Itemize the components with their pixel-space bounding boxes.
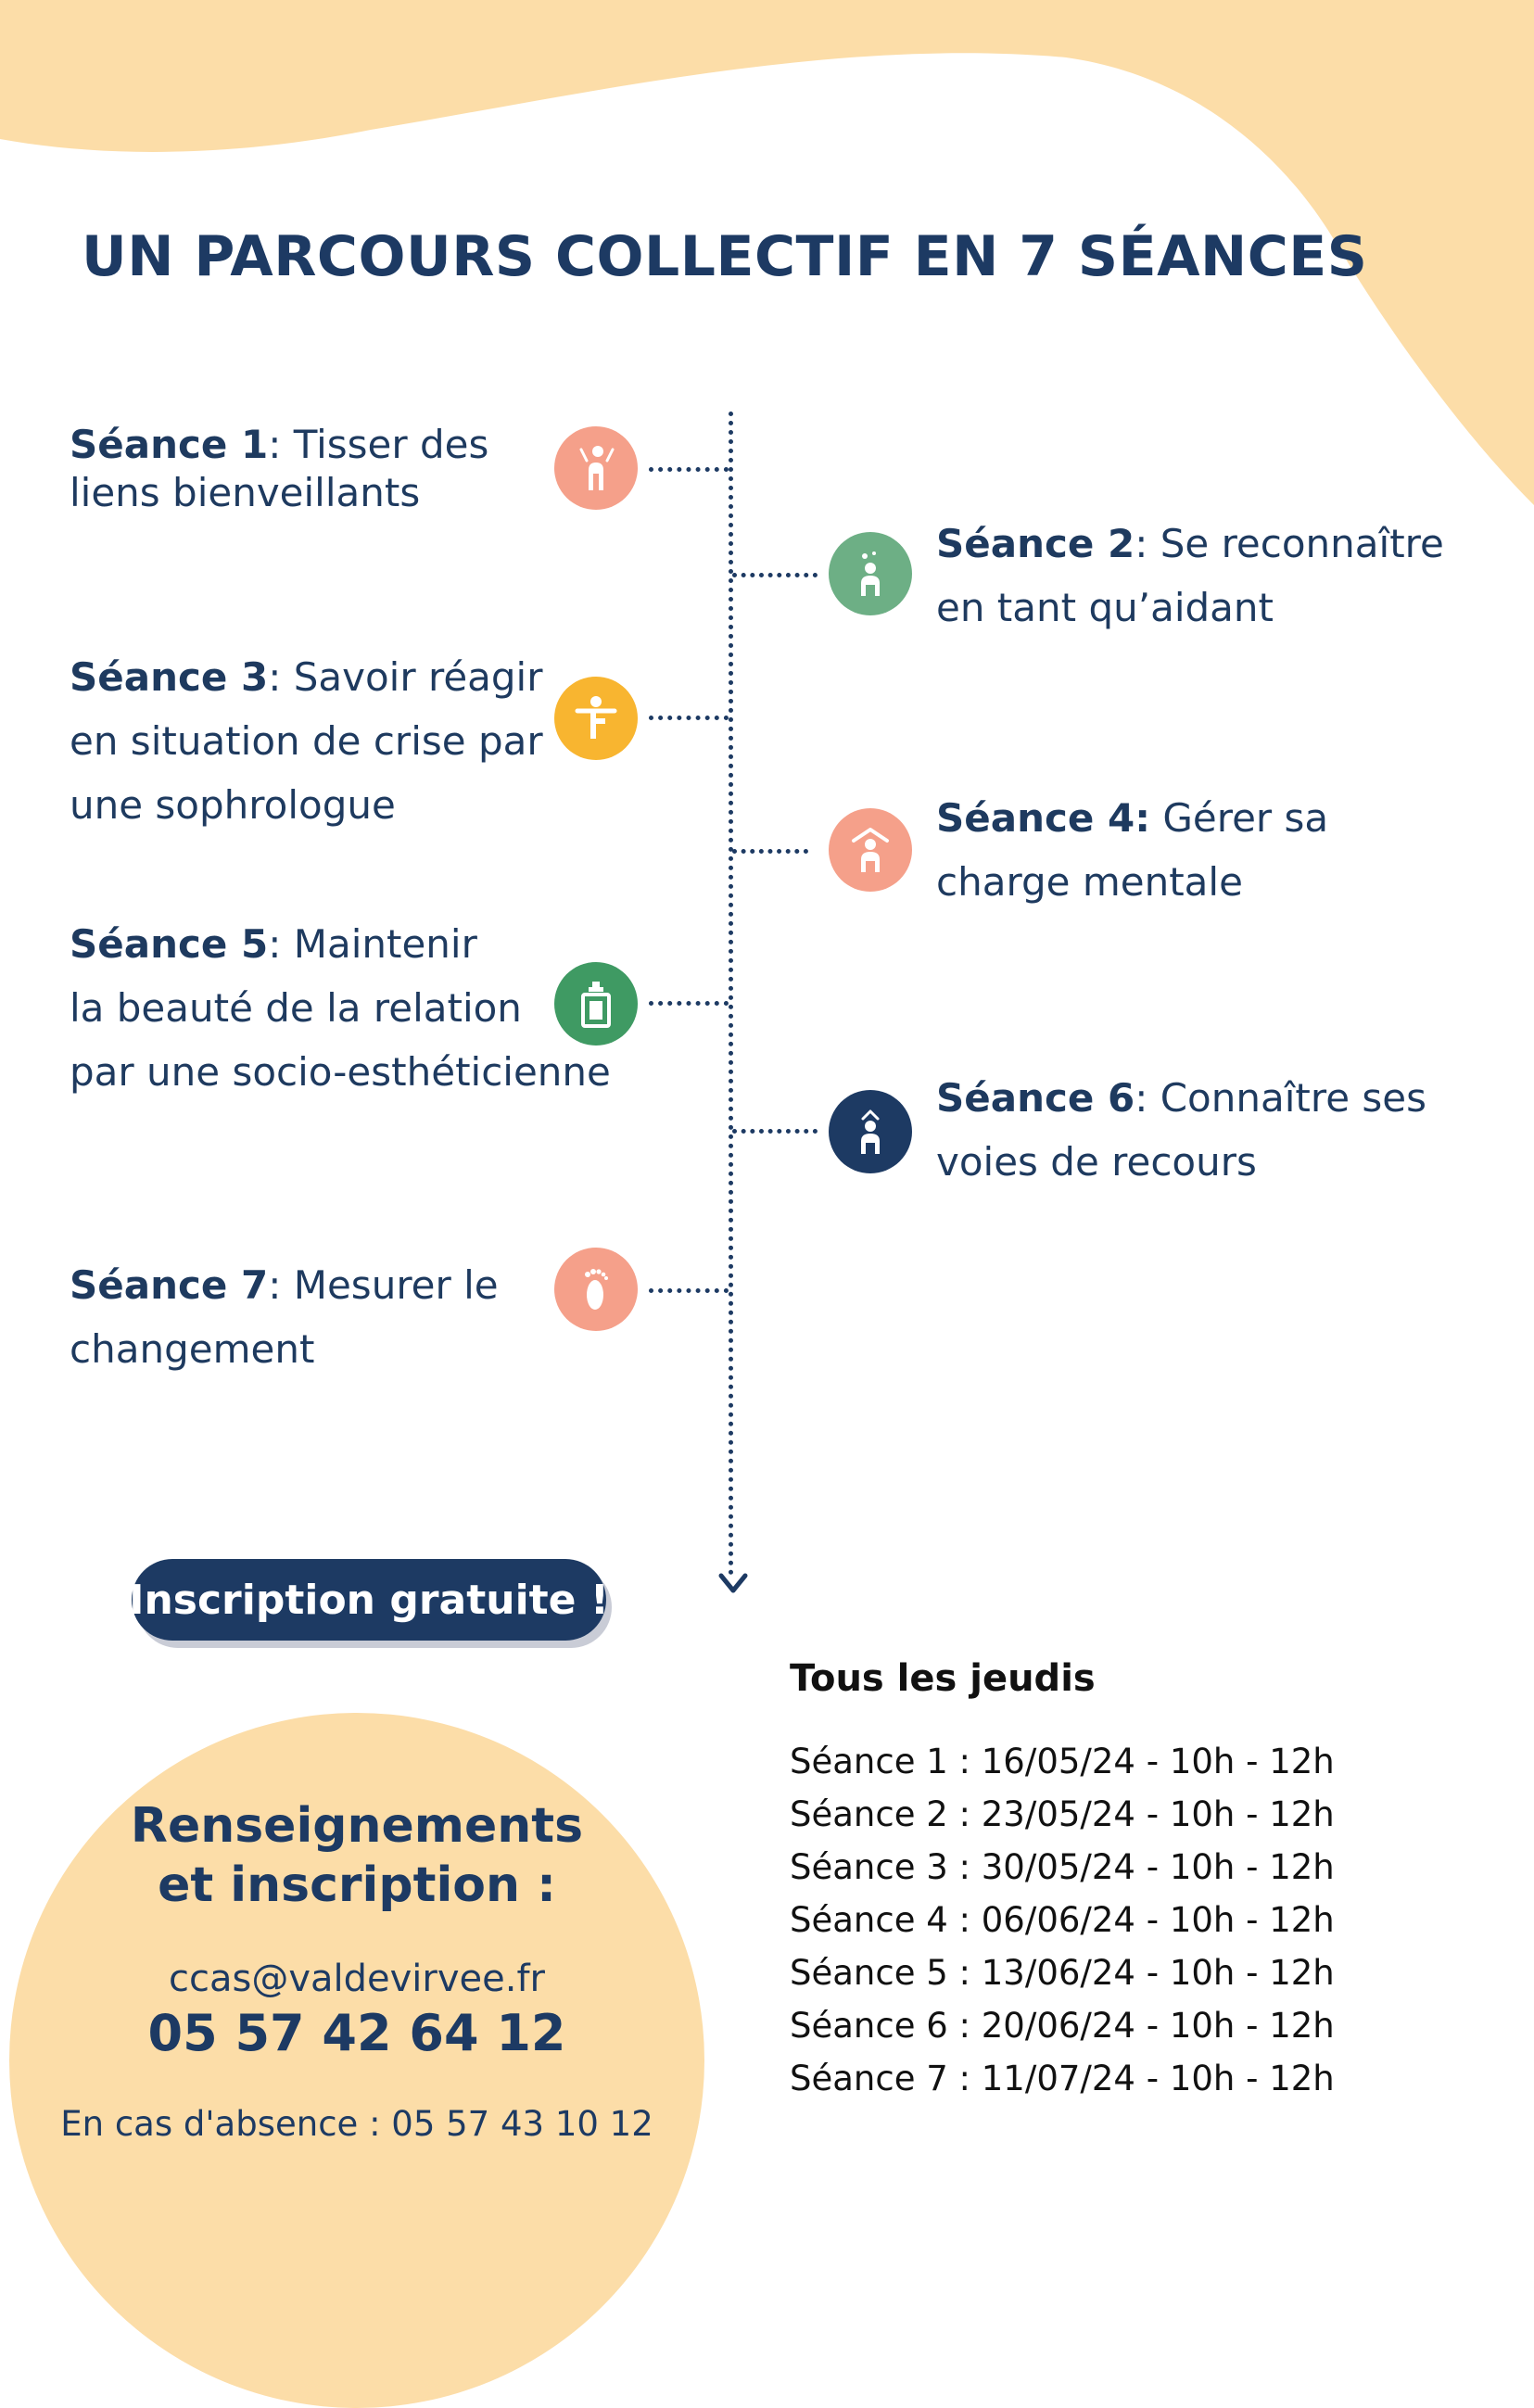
beauty-product-icon [554,962,638,1046]
session-5: Séance 5: Maintenir la beauté de la relation par une socio-esthéticienne [70,921,611,1095]
schedule-item: Séance 2 : 23/05/24 - 10h - 12h [790,1794,1335,1834]
session-text: Connaître ses [1160,1075,1427,1121]
schedule-item: Séance 5 : 13/06/24 - 10h - 12h [790,1953,1335,1993]
schedule-item: Séance 4 : 06/06/24 - 10h - 12h [790,1900,1335,1940]
session-1: Séance 1: Tisser des liens bienveillants [70,422,489,515]
session-text: en tant qu’aidant [936,585,1274,630]
session-text: Se reconnaître [1160,521,1444,566]
session-label: Séance 7 [70,1262,269,1308]
session-2: Séance 2: Se reconnaître en tant qu’aidant [936,521,1444,630]
contact-email-link[interactable]: ccas@valdevirvee.fr [169,1958,545,2000]
session-4 [936,786,1511,914]
person-hands-up-icon [554,426,638,510]
session-text: voies de recours [936,1139,1257,1185]
info-title: Renseignements et inscription : [130,1798,584,1913]
session-label: Séance 4: [936,795,1150,841]
session-text: Maintenir [293,921,477,967]
session-text: Savoir réagir [293,654,543,700]
absence-phone-text: En cas d'absence : 05 57 43 10 12 [60,2104,653,2144]
session-label: Séance 6 [936,1075,1135,1121]
session-text: en situation de crise par [70,718,543,764]
session-text: Tisser des [293,422,489,467]
session-3: Séance 3: Savoir réagir en situation de crise par une sophrologue [70,654,543,828]
timeline-arrow-icon [717,1572,749,1596]
session-text: charge mentale [936,859,1243,905]
schedule-list [790,1735,1335,2105]
connector-dots [649,467,729,472]
schedule-item: Séance 7 : 11/07/24 - 10h - 12h [790,2059,1335,2098]
connector-dots [649,1288,729,1293]
session-label: Séance 3 [70,654,269,700]
person-thinking-icon [829,532,912,615]
connector-dots [732,573,818,577]
register-button[interactable]: Inscription gratuite ! [132,1559,606,1641]
session-text: Mesurer le [293,1262,499,1308]
session-label: Séance 2 [936,521,1135,566]
page-title: UN PARCOURS COLLECTIF EN 7 SÉANCES [82,224,1368,289]
session-text: par une socio-esthéticienne [70,1049,611,1095]
schedule-title: Tous les jeudis [790,1657,1096,1700]
schedule-item: Séance 6 : 20/06/24 - 10h - 12h [790,2006,1335,2046]
session-label: Séance 1 [70,422,269,467]
session-text: une sophrologue [70,782,396,828]
footprint-icon [554,1248,638,1331]
session-text: liens bienveillants [70,470,421,515]
session-text: la beauté de la relation [70,985,522,1031]
person-balance-icon [554,677,638,760]
connector-dots [649,1001,729,1006]
person-guidance-icon [829,1090,912,1173]
session-6: Séance 6: Connaître ses voies de recours [936,1075,1427,1185]
contact-phone[interactable]: 05 57 42 64 12 [147,2004,566,2062]
person-load-icon [829,808,912,892]
connector-dots [649,716,729,720]
session-text: Gérer sa [1162,795,1329,841]
schedule-item: Séance 3 : 30/05/24 - 10h - 12h [790,1847,1335,1887]
session-label: Séance 5 [70,921,269,967]
timeline-line [729,412,733,1576]
connector-dots [732,1129,818,1134]
session-7: Séance 7: Mesurer le changement [70,1262,499,1372]
session-text: changement [70,1326,315,1372]
schedule-item: Séance 1 : 16/05/24 - 10h - 12h [790,1742,1335,1781]
connector-dots [732,849,808,854]
